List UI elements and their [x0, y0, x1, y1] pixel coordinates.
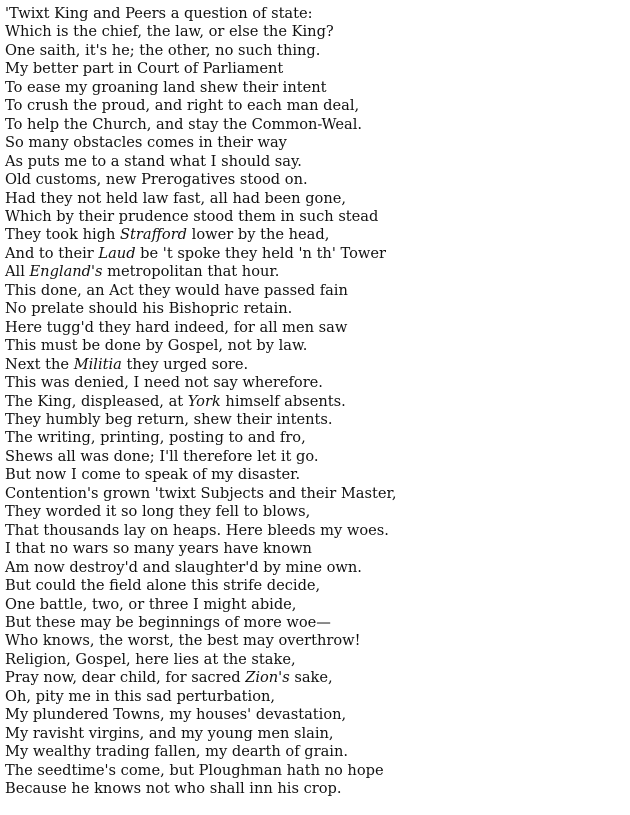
poem-line — [5, 263, 625, 281]
poem-line-text: To crush the proud, and right to each man deal, — [5, 97, 360, 115]
poem-line-text: My better part in Court of Parliament — [5, 60, 284, 78]
poem-line-text: This was denied, I need not say wherefore. — [5, 374, 323, 392]
poem-line-text: Because he knows not who shall inn his crop. — [5, 780, 342, 798]
poem-line-text: sake, — [289, 669, 333, 687]
poem-line — [5, 97, 625, 115]
poem-line-italic-text: York — [187, 392, 221, 410]
poem-line-italic-text: Zion's — [245, 669, 290, 687]
poem-line-text: Shews all was done; I'll therefore let it go. — [5, 447, 319, 465]
poem-line-text: To ease my groaning land shew their intent — [5, 78, 327, 96]
poem-line — [5, 577, 625, 595]
poem-line — [5, 5, 625, 23]
poem-line — [5, 282, 625, 300]
poem-line-text: They took high — [5, 226, 121, 244]
poem-line — [5, 503, 625, 521]
poem-line-text: The writing, printing, posting to and fro, — [5, 429, 306, 447]
poem-line-text: Next the — [5, 355, 74, 373]
poem-line — [5, 337, 625, 355]
poem-line — [5, 393, 625, 411]
poem-line-text: So many obstacles comes in their way — [5, 134, 287, 152]
poem-line-text: To help the Church, and stay the Common-Weal. — [5, 115, 362, 133]
poem-line — [5, 632, 625, 650]
poem-line-italic-text: Laud — [98, 244, 136, 262]
poem-line-text: That thousands lay on heaps. Here bleeds my woes. — [5, 521, 389, 539]
poem-line-text: But these may be beginnings of more woe— — [5, 613, 331, 631]
poem-line — [5, 42, 625, 60]
poem-line — [5, 743, 625, 761]
poem-line — [5, 596, 625, 614]
poem-line — [5, 171, 625, 189]
poem-line-text: My ravisht virgins, and my young men slain, — [5, 724, 334, 742]
poem-line-text: The seedtime's come, but Ploughman hath no hope — [5, 761, 384, 779]
poem-line — [5, 614, 625, 632]
poem-line — [5, 651, 625, 669]
poem-line — [5, 79, 625, 97]
poem-line — [5, 540, 625, 558]
poem-line — [5, 485, 625, 503]
poem-line — [5, 245, 625, 263]
poem-line-text: they urged sore. — [121, 355, 249, 373]
poem-line — [5, 466, 625, 484]
poem-line-text: Pray now, dear child, for sacred — [5, 669, 246, 687]
poem-line-text: But now I come to speak of my disaster. — [5, 466, 301, 484]
poem-line — [5, 522, 625, 540]
poem-line — [5, 762, 625, 780]
poem-line-text: Old customs, new Prerogatives stood on. — [5, 171, 308, 189]
poem-text-page — [5, 5, 625, 798]
poem-line-text: This must be done by Gospel, not by law. — [5, 337, 308, 355]
poem-line-text: My wealthy trading fallen, my dearth of grain. — [5, 743, 348, 761]
poem-line — [5, 190, 625, 208]
poem-line — [5, 319, 625, 337]
poem-line-text: lower by the head, — [187, 226, 330, 244]
poem-line-text: Which is the chief, the law, or else the King? — [5, 23, 334, 41]
poem-line — [5, 226, 625, 244]
poem-line-text: Contention's grown 'twixt Subjects and their Master, — [5, 484, 397, 502]
poem-line-text: 'Twixt King and Peers a question of state: — [5, 5, 313, 22]
poem-line-text: Am now destroy'd and slaughter'd by mine own. — [5, 558, 362, 576]
poem-line — [5, 725, 625, 743]
poem-line-text: Oh, pity me in this sad perturbation, — [5, 687, 276, 705]
poem-line — [5, 300, 625, 318]
poem-line-text: They humbly beg return, shew their intents. — [5, 410, 333, 428]
poem-line-text: All — [5, 263, 30, 281]
poem-line-text: My plundered Towns, my houses' devastation, — [5, 706, 347, 724]
poem-line-text: But could the field alone this strife decide, — [5, 577, 321, 595]
poem-line-text: himself absents. — [220, 392, 346, 410]
poem-line — [5, 688, 625, 706]
poem-line — [5, 208, 625, 226]
poem-line-text: One saith, it's he; the other, no such thing. — [5, 41, 321, 59]
poem-line — [5, 559, 625, 577]
poem-line — [5, 374, 625, 392]
poem-line-text: be 't spoke they held 'n th' Tower — [135, 244, 386, 262]
poem-line-italic-text: Strafford — [120, 226, 188, 244]
poem-line — [5, 23, 625, 41]
poem-line-text: Religion, Gospel, here lies at the stake, — [5, 650, 296, 668]
poem-line-text: The King, displeased, at — [5, 392, 188, 410]
poem-line — [5, 134, 625, 152]
poem-line-text: Here tugg'd they hard indeed, for all men saw — [5, 318, 348, 336]
poem-line — [5, 669, 625, 687]
poem-line-text: As puts me to a stand what I should say. — [5, 152, 302, 170]
poem-line-text: Which by their prudence stood them in such stead — [5, 207, 379, 225]
poem-line — [5, 780, 625, 798]
poem-line-italic-text: Militia — [73, 355, 122, 373]
poem-line-italic-text: England's — [29, 263, 103, 281]
poem-line — [5, 448, 625, 466]
poem-line — [5, 60, 625, 78]
poem-line — [5, 429, 625, 447]
poem-line — [5, 411, 625, 429]
poem-line-text: And to their — [5, 244, 99, 262]
poem-line — [5, 356, 625, 374]
poem-line-text: This done, an Act they would have passed fain — [5, 281, 348, 299]
poem-line-text: I that no wars so many years have known — [5, 540, 312, 558]
poem-line-text: They worded it so long they fell to blows, — [5, 503, 311, 521]
poem-line-text: One battle, two, or three I might abide, — [5, 595, 297, 613]
poem-line — [5, 706, 625, 724]
poem-line-text: No prelate should his Bishopric retain. — [5, 300, 293, 318]
poem-line-text: Had they not held law fast, all had been gone, — [5, 189, 347, 207]
poem-line-text: Who knows, the worst, the best may overthrow! — [5, 632, 361, 650]
poem-line — [5, 116, 625, 134]
poem-line — [5, 153, 625, 171]
poem-line-text: metropolitan that hour. — [102, 263, 280, 281]
